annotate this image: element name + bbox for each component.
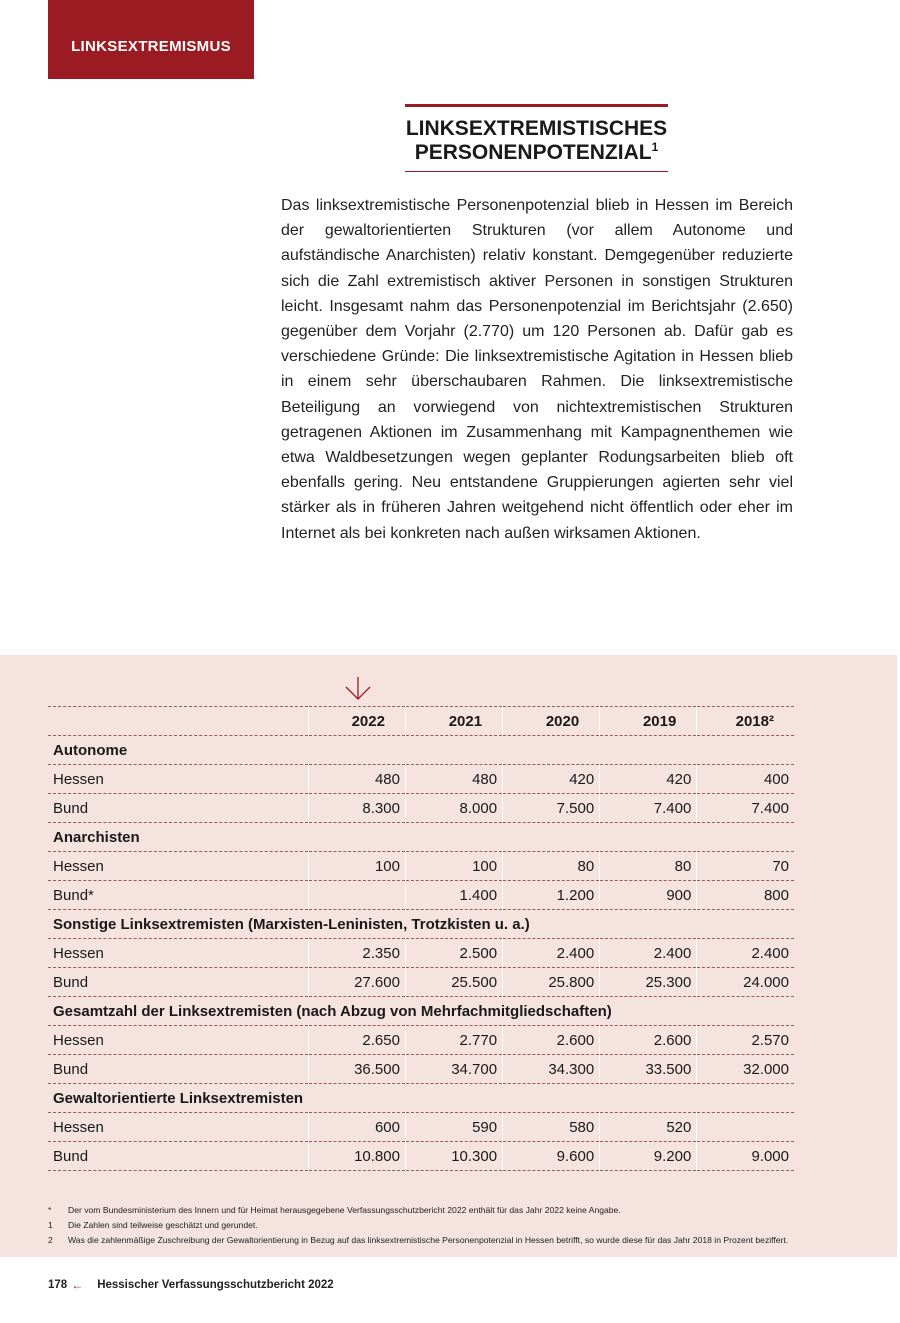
header-year: 2022 — [308, 707, 405, 736]
header-year: 2020 — [503, 707, 600, 736]
value-cell: 10.800 — [308, 1142, 405, 1171]
heading-line-1: LINKSEXTREMISTISCHES — [405, 117, 668, 140]
value-cell: 2.500 — [405, 939, 502, 968]
table-header-row — [48, 707, 794, 736]
value-cell: 25.500 — [405, 968, 502, 997]
value-cell: 520 — [600, 1113, 697, 1142]
value-cell — [697, 1113, 794, 1142]
value-cell: 2.770 — [405, 1026, 502, 1055]
table-row — [48, 968, 794, 997]
heading-footnote-ref: 1 — [651, 140, 659, 154]
value-cell: 2.600 — [600, 1026, 697, 1055]
value-cell: 10.300 — [405, 1142, 502, 1171]
value-cell: 480 — [405, 765, 502, 794]
header-year: 2021 — [405, 707, 502, 736]
value-cell: 420 — [503, 765, 600, 794]
group-title: Anarchisten — [48, 823, 794, 852]
value-cell: 34.700 — [405, 1055, 502, 1084]
footnote — [48, 1218, 838, 1233]
value-cell: 33.500 — [600, 1055, 697, 1084]
table-group-row — [48, 1084, 794, 1113]
table-group-row — [48, 823, 794, 852]
value-cell: 420 — [600, 765, 697, 794]
header-empty-cell — [48, 707, 308, 736]
row-label: Hessen — [48, 1026, 308, 1055]
value-cell: 2.400 — [600, 939, 697, 968]
table-row — [48, 765, 794, 794]
table-row — [48, 939, 794, 968]
value-cell: 2.400 — [697, 939, 794, 968]
footnote — [48, 1233, 838, 1248]
group-title: Gewaltorientierte Linksextremisten — [48, 1084, 794, 1113]
footnote-text: Die Zahlen sind teilweise geschätzt und gerundet. — [68, 1220, 258, 1230]
value-cell: 580 — [503, 1113, 600, 1142]
row-label: Bund — [48, 794, 308, 823]
value-cell: 100 — [405, 852, 502, 881]
footnote-mark: 2 — [48, 1235, 53, 1245]
value-cell: 9.600 — [503, 1142, 600, 1171]
row-label: Bund* — [48, 881, 308, 910]
footnote-mark: 1 — [48, 1220, 53, 1230]
table-row — [48, 794, 794, 823]
row-label: Hessen — [48, 852, 308, 881]
value-cell: 8.000 — [405, 794, 502, 823]
value-cell: 34.300 — [503, 1055, 600, 1084]
table-group-row — [48, 736, 794, 765]
value-cell: 2.600 — [503, 1026, 600, 1055]
footnotes — [48, 1203, 838, 1248]
body-paragraph: Das linksextremistische Personenpotenzial blieb in Hessen im Bereich der gewaltorientierten Strukturen (vor allem Autonome und aufständische Anarchisten) relativ konstant. Demgegenüber reduzierte sich die Zahl extremistisch aktiver Personen in sonstigen Strukturen leicht. Insgesamt nahm das Personenpotenzial im Berichtsjahr (2.650) gegenüber dem Vorjahr (2.770) um 120 Personen ab. Dafür gab es verschiedene Gründe: Die linksextremistische Agitation in Hessen blieb in einem sehr überschaubaren Rahmen. Die linksextremistische Beteiligung an vorwiegend von nichtextremistischen Strukturen getragenen Aktionen im Zusammenhang mit Kampagnenthemen wie etwa Waldbesetzungen wegen geplanter Rodungsarbeiten blieb oft ebenfalls gering. Neu entstandene Gruppierungen agierten sehr viel stärker als in früheren Jahren weitgehend nicht öffentlich oder eher im Internet als bei konkreten nach außen wirksamen Aktionen. — [281, 197, 793, 542]
table-row — [48, 1142, 794, 1171]
value-cell: 7.400 — [697, 794, 794, 823]
value-cell: 2.570 — [697, 1026, 794, 1055]
publication-title: Hessischer Verfassungsschutzbericht 2022 — [97, 1279, 334, 1291]
section-tab — [48, 0, 254, 79]
value-cell: 600 — [308, 1113, 405, 1142]
footnote-text: Der vom Bundesministerium des Innern und für Heimat herausgegebene Verfassungsschutzbericht 2022 enthält für das Jahr 2022 keine Angabe. — [68, 1205, 621, 1215]
value-cell: 480 — [308, 765, 405, 794]
table-row — [48, 1055, 794, 1084]
group-title: Gesamtzahl der Linksextremisten (nach Abzug von Mehrfachmitgliedschaften) — [48, 997, 794, 1026]
table-row — [48, 1113, 794, 1142]
table-row — [48, 852, 794, 881]
value-cell: 70 — [697, 852, 794, 881]
value-cell: 8.300 — [308, 794, 405, 823]
value-cell: 27.600 — [308, 968, 405, 997]
value-cell — [308, 881, 405, 910]
value-cell: 2.650 — [308, 1026, 405, 1055]
group-title: Autonome — [48, 736, 794, 765]
value-cell: 590 — [405, 1113, 502, 1142]
value-cell: 25.300 — [600, 968, 697, 997]
row-label: Bund — [48, 1142, 308, 1171]
group-title: Sonstige Linksextremisten (Marxisten-Leninisten, Trotzkisten u. a.) — [48, 910, 794, 939]
row-label: Bund — [48, 968, 308, 997]
section-tab-label: LINKSEXTREMISMUS — [71, 38, 231, 55]
value-cell: 9.200 — [600, 1142, 697, 1171]
value-cell: 80 — [503, 852, 600, 881]
arrow-left-icon[interactable]: ← — [71, 1278, 84, 1292]
header-year: 2018² — [697, 707, 794, 736]
table-group-row — [48, 910, 794, 939]
footnote-mark: * — [48, 1205, 52, 1215]
row-label: Bund — [48, 1055, 308, 1084]
value-cell: 24.000 — [697, 968, 794, 997]
table-row — [48, 1026, 794, 1055]
value-cell: 800 — [697, 881, 794, 910]
value-cell: 32.000 — [697, 1055, 794, 1084]
row-label: Hessen — [48, 765, 308, 794]
value-cell: 1.400 — [405, 881, 502, 910]
arrow-down-icon — [344, 676, 372, 702]
value-cell: 2.400 — [503, 939, 600, 968]
row-label: Hessen — [48, 939, 308, 968]
footnote — [48, 1203, 838, 1218]
value-cell: 25.800 — [503, 968, 600, 997]
heading-line-2 — [405, 141, 668, 165]
value-cell: 80 — [600, 852, 697, 881]
value-cell: 9.000 — [697, 1142, 794, 1171]
value-cell: 7.400 — [600, 794, 697, 823]
personenpotenzial-table — [48, 706, 794, 1171]
value-cell: 100 — [308, 852, 405, 881]
table-group-row — [48, 997, 794, 1026]
value-cell: 400 — [697, 765, 794, 794]
value-cell: 2.350 — [308, 939, 405, 968]
table-row — [48, 881, 794, 910]
row-label: Hessen — [48, 1113, 308, 1142]
page-footer — [48, 1278, 334, 1292]
page-heading — [405, 104, 668, 172]
value-cell: 900 — [600, 881, 697, 910]
value-cell: 1.200 — [503, 881, 600, 910]
heading-line-2-text: PERSONENPOTENZIAL — [414, 141, 652, 164]
header-year: 2019 — [600, 707, 697, 736]
page-number: 178 — [48, 1279, 68, 1291]
footnote-text: Was die zahlenmäßige Zuschreibung der Gewaltorientierung in Bezug auf das linksextremistische Personenpotenzial in Hessen betrifft, so wurde diese für das Jahr 2018 in Prozent beziffert. — [68, 1235, 789, 1245]
value-cell: 36.500 — [308, 1055, 405, 1084]
value-cell: 7.500 — [503, 794, 600, 823]
